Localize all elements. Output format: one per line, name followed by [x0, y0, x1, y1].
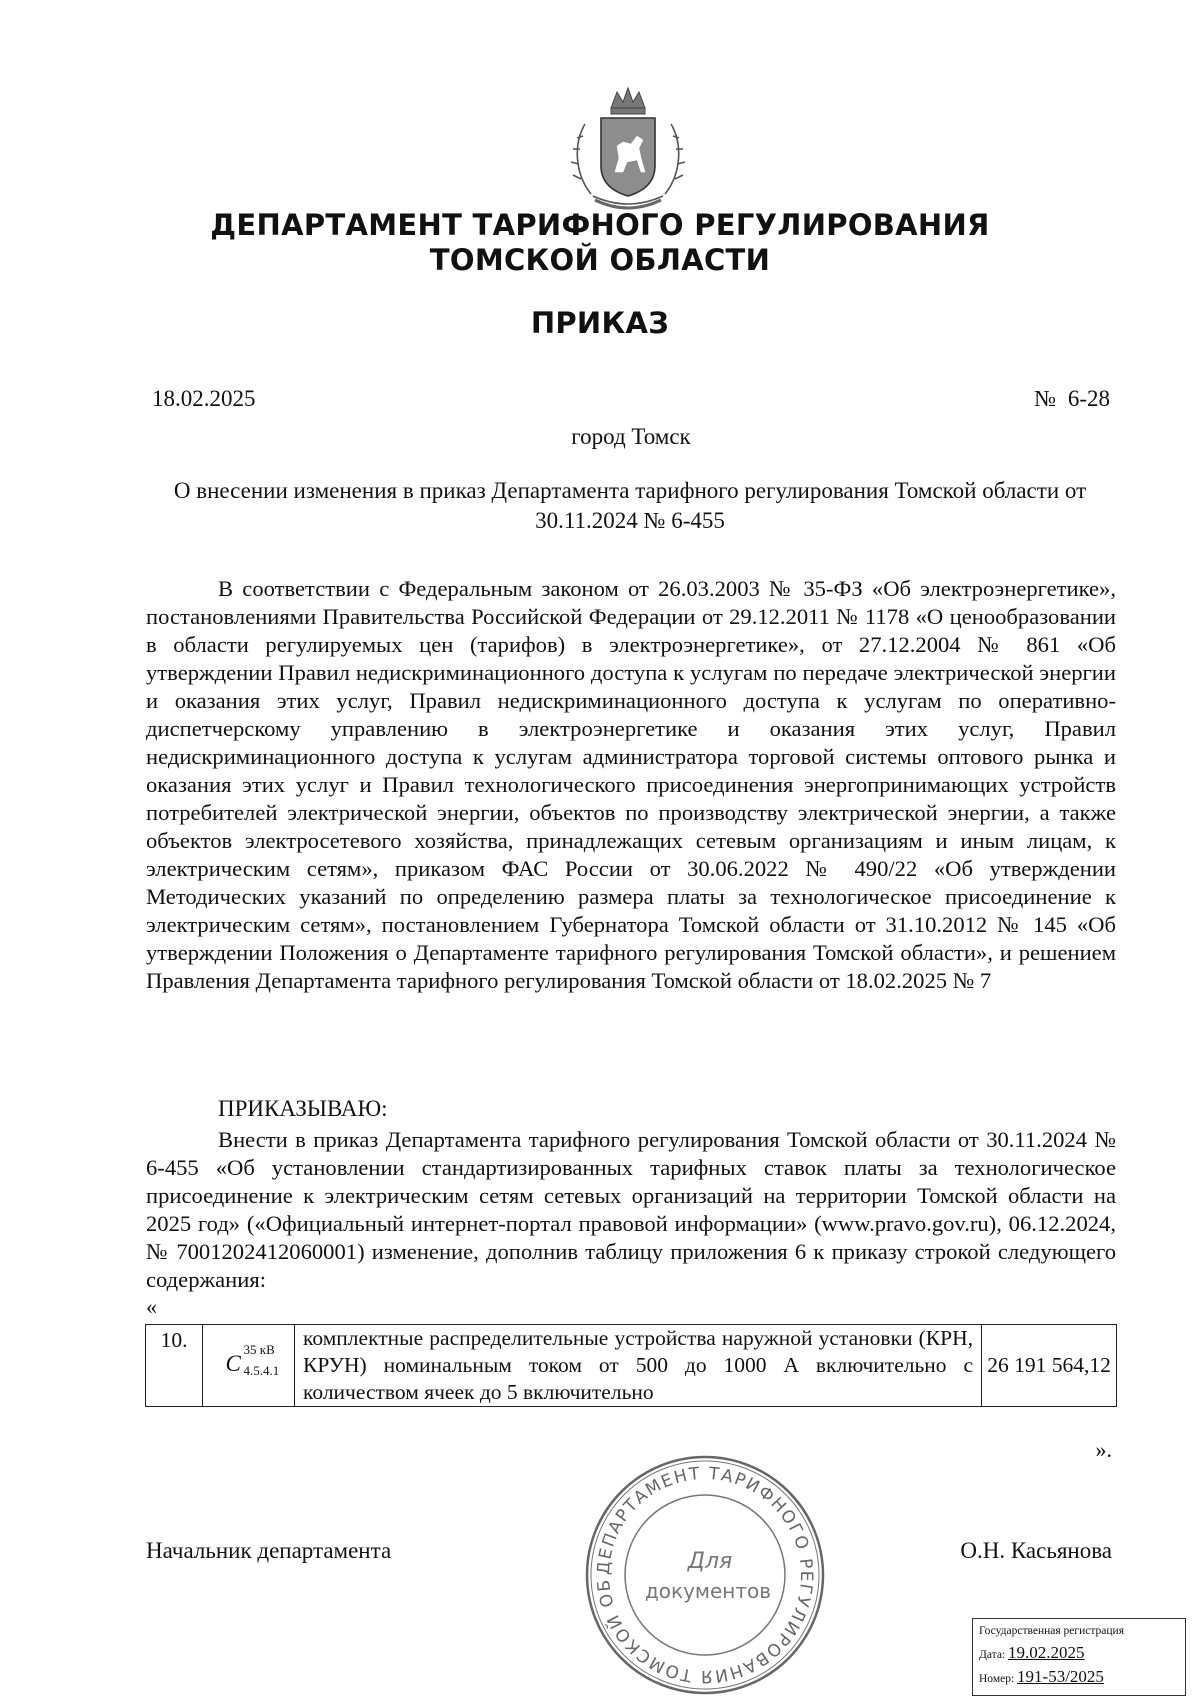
- stamp-center-line1: Для: [687, 1549, 733, 1574]
- registration-box: [972, 1618, 1186, 1696]
- preamble-paragraph: В соответствии с Федеральным законом от 26.03.2003 № 35-ФЗ «Об электроэнергетике», постановлениями Правительства Российской Федерации от 29.12.2011 № 1178 «О ценообразовании в области регулируемых цен (тарифов) в электроэнергетике», от 27.12.2004 № 861 «Об утверждении Правил недискриминационного доступа к услугам по передаче электрической энергии и оказания этих услуг, Правил недискриминационного доступа к услугам по оперативно-диспетчерскому управлению в электроэнергетике и оказания этих услуг, Правил недискриминационного доступа к услугам администратора торговой системы оптового рынка и оказания этих услуг и Правил технологического присоединения энергопринимающих устройств потребителей электрической энергии, объектов по производству электрической энергии, а также объектов электросетевого хозяйства, принадлежащих сетевым организациям и иным лицам, к электрическим сетям», приказом ФАС России от 30.06.2022 № 490/22 «Об утверждении Методических указаний по определению размера платы за технологическое присоединение к электрическим сетям», постановлением Губернатора Томской области от 31.10.2012 № 145 «Об утверждении Положения о Департаменте тарифного регулирования Томской области», и решением Правления Департамента тарифного регулирования Томской области от 18.02.2025 № 7: [146, 576, 1116, 993]
- row-value: 26 191 564,12: [982, 1325, 1117, 1407]
- order-paragraph: Внести в приказ Департамента тарифного регулирования Томской области от 30.11.2024 № 6-455 «Об установлении стандартизированных тарифных ставок платы за технологическое присоединение к электрическим сетям сетевых организаций на территории Томской области на 2025 год» («Официальный интернет-портал правовой информации» (www.pravo.gov.ru), 06.12.2024, № 7001202412060001) изменение, дополнив таблицу приложения 6 к приказу строкой следующего содержания:: [146, 1127, 1116, 1292]
- symbol-superscript: 35 кВ: [243, 1342, 275, 1357]
- tariff-symbol: [203, 1325, 295, 1407]
- official-stamp: [580, 1450, 830, 1700]
- signer-name: О.Н. Касьянова: [960, 1538, 1112, 1563]
- quote-close: ».: [1095, 1437, 1112, 1462]
- table-row: [146, 1325, 1117, 1407]
- document-type: ПРИКАЗ: [530, 306, 670, 340]
- registration-label: Государственная регистрация: [979, 1625, 1124, 1637]
- quote-open: «: [146, 1294, 157, 1319]
- registration-date-label: Дата:: [979, 1649, 1006, 1661]
- coat-of-arms-emblem: [571, 84, 685, 220]
- symbol-subscript: 4.5.4.1: [243, 1363, 280, 1378]
- document-city: город Томск: [571, 424, 691, 449]
- row-description: комплектные распределительные устройства наружной установки (КРН, КРУН) номинальным током от 500 до 1000 А включительно с количеством ячеек до 5 включительно: [295, 1325, 982, 1407]
- document-title: О внесении изменения в приказ Департамента тарифного регулирования Томской области от 30.11.2024 № 6-455: [173, 478, 1087, 533]
- stamp-ring-text: ДЕПАРТАМЕНТ ТАРИФНОГО РЕГУЛИРОВАНИЯ ТОМСКОЙ ОБ: [593, 1463, 817, 1687]
- registration-number-label: Номер:: [979, 1673, 1015, 1685]
- department-title-line2: ТОМСКОЙ ОБЛАСТИ: [429, 243, 771, 277]
- document-number: № 6-28: [1034, 386, 1110, 411]
- order-heading: ПРИКАЗЫВАЮ:: [218, 1096, 388, 1121]
- registration-date: 19.02.2025: [1008, 1643, 1085, 1662]
- row-number: 10.: [146, 1325, 203, 1407]
- registration-number: 191-53/2025: [1017, 1667, 1104, 1686]
- document-date: 18.02.2025: [152, 386, 256, 411]
- department-title-line1: ДЕПАРТАМЕНТ ТАРИФНОГО РЕГУЛИРОВАНИЯ: [210, 208, 990, 242]
- tariff-table: [145, 1324, 1117, 1407]
- signer-position: Начальник департамента: [146, 1538, 392, 1563]
- symbol-base: C: [225, 1351, 241, 1376]
- stamp-center-line2: документов: [644, 1579, 772, 1603]
